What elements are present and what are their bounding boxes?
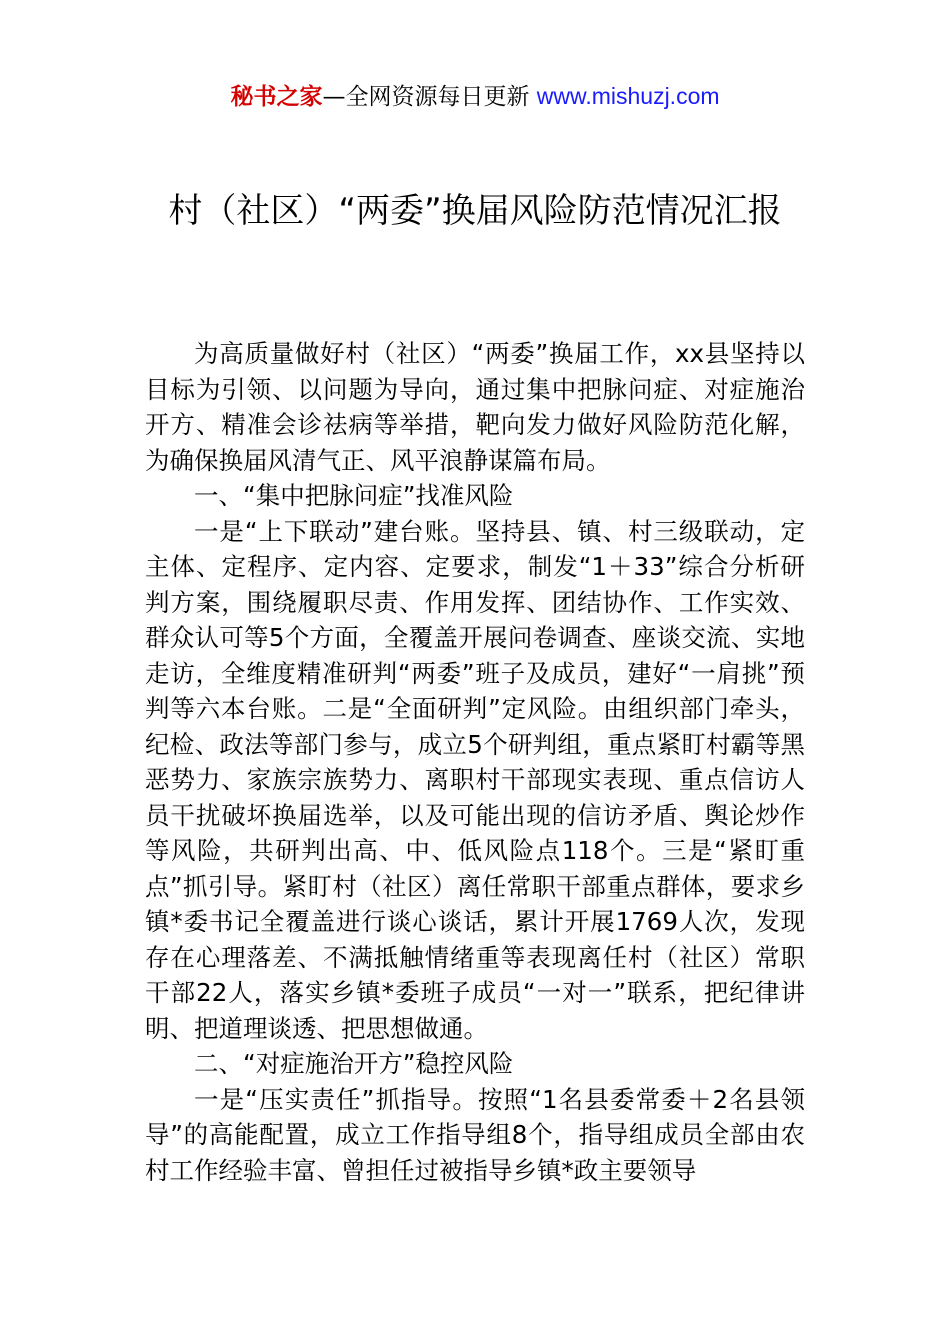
section-heading-2: 二、“对症施治开方”稳控风险	[194, 1049, 514, 1078]
site-brand: 秘书之家	[230, 84, 323, 110]
section-heading-1: 一、“集中把脉问症”找准风险	[194, 481, 514, 510]
site-header	[0, 80, 950, 113]
site-url-link[interactable]: www.mishuzj.com	[536, 83, 720, 109]
site-tagline: —全网资源每日更新	[322, 84, 537, 110]
document-title: 村（社区）“两委”换届风险防范情况汇报	[168, 191, 782, 231]
section-1-paragraph: 一是“上下联动”建台账。坚持县、镇、村三级联动，定主体、定程序、定内容、定要求，制发“1＋33”综合分析研判方案，围绕履职尽责、作用发挥、团结协作、工作实效、群众认可等5个方面，全覆盖开展问卷调查、座谈交流、实地走访，全维度精准研判“两委”班子及成员，建好“一肩挑”预判等六本台账。二是“全面研判”定风险。由组织部门牵头，纪检、政法等部门参与，成立5个研判组，重点紧盯村霸等黑恶势力、家族宗族势力、离职村干部现实表现、重点信访人员干扰破坏换届选举，以及可能出现的信访矛盾、舆论炒作等风险，共研判出高、中、低风险点118个。三是“紧盯重点”抓引导。紧盯村（社区）离任常职干部重点群体，要求乡镇*委书记全覆盖进行谈心谈话，累计开展1769人次，发现存在心理落差、不满抵触情绪重等表现离任村（社区）常职干部22人，落实乡镇*委班子成员“一对一”联系，把纪律讲明、把道理谈透、把思想做通。	[145, 516, 805, 1043]
document-body	[145, 336, 805, 1188]
section-2-paragraph: 一是“压实责任”抓指导。按照“1名县委常委＋2名县领导”的高能配置，成立工作指导组8个，指导组成员全部由农村工作经验丰富、曾担任过被指导乡镇*政主要领导	[145, 1084, 805, 1185]
intro-paragraph: 为高质量做好村（社区）“两委”换届工作，xx县坚持以目标为引领、以问题为导向，通过集中把脉问症、对症施治开方、精准会诊祛病等举措，靶向发力做好风险防范化解，为确保换届风清气正、风平浪静谋篇布局。	[145, 339, 805, 475]
